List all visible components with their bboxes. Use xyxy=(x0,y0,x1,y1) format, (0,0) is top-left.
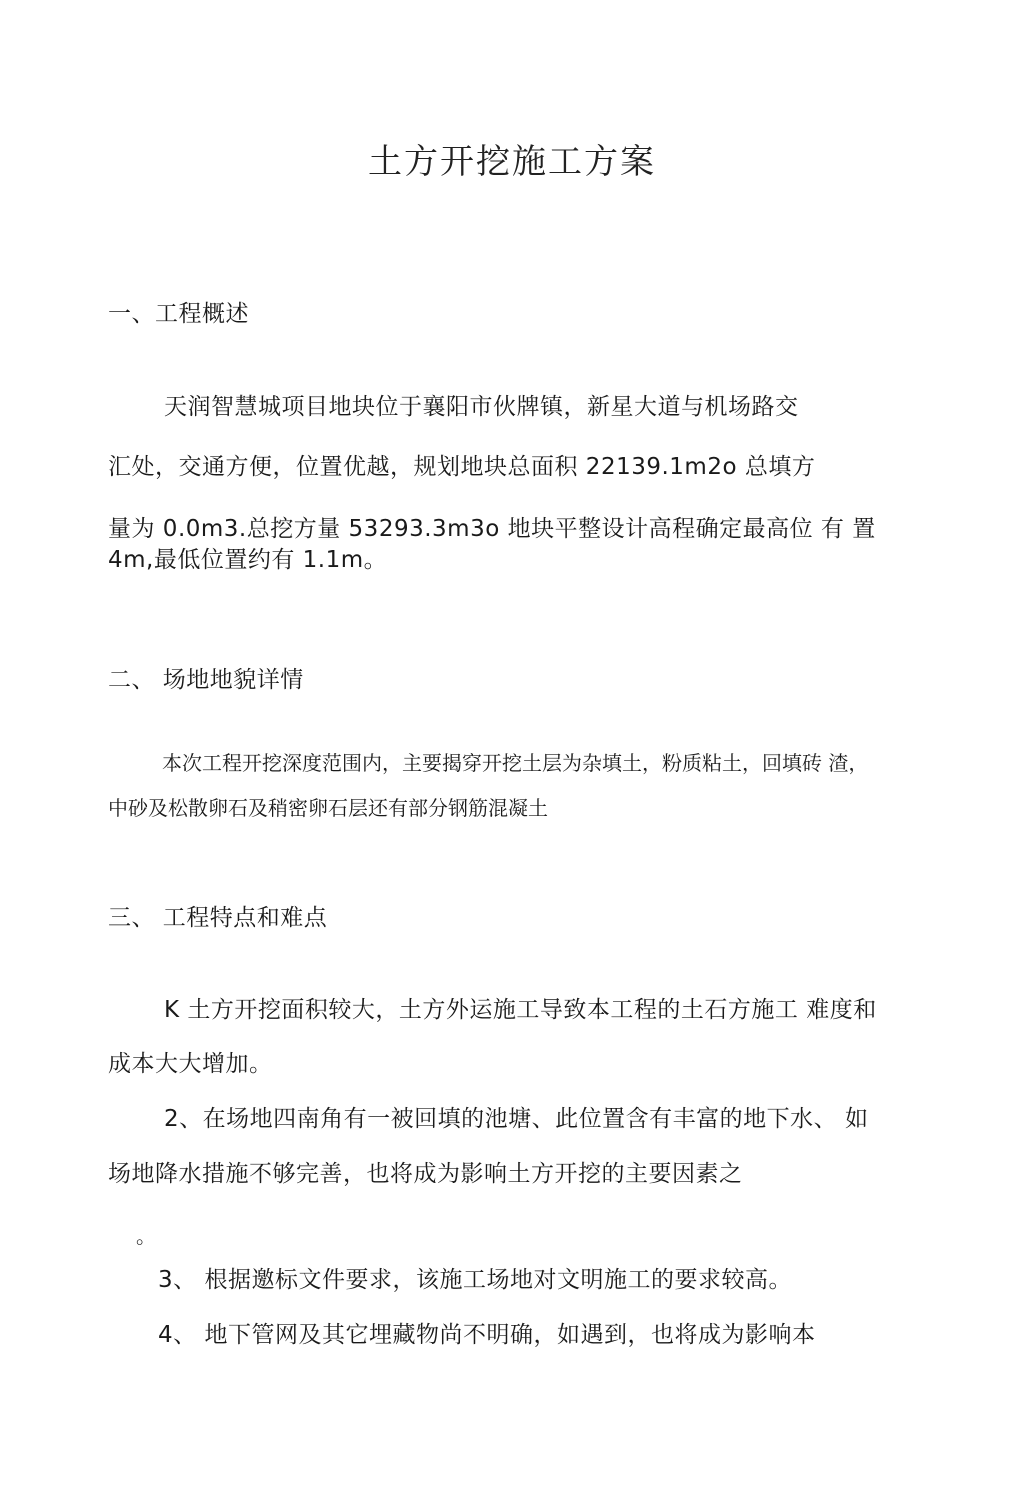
section-3-line-5: 。 xyxy=(136,1224,156,1248)
section-3-line-4: 场地降水措施不够完善，也将成为影响土方开挖的主要因素之 xyxy=(108,1161,743,1187)
section-3-line-7: 4、 地下管网及其它埋藏物尚不明确，如遇到，也将成为影响本 xyxy=(158,1322,816,1348)
section-3-line-1: K 土方开挖面积较大，土方外运施工导致本工程的土石方施工 难度和 xyxy=(164,997,877,1023)
section-1-heading: 一、工程概述 xyxy=(108,301,249,327)
section-3-line-6: 3、 根据邀标文件要求，该施工场地对文明施工的要求较高。 xyxy=(158,1267,792,1293)
section-2-line-1: 本次工程开挖深度范围内，主要揭穿开挖土层为杂填土，粉质粘土，回填砖 渣， xyxy=(162,751,869,775)
section-3-line-3: 2、在场地四南角有一被回填的池塘、此位置含有丰富的地下水、 如 xyxy=(164,1106,869,1132)
section-1-line-1: 天润智慧城项目地块位于襄阳市伙牌镇，新星大道与机场路交 xyxy=(164,394,799,420)
section-1-line-3: 量为 0.0m3.总挖方量 53293.3m3o 地块平整设计高程确定最高位 有 置 xyxy=(108,516,876,542)
section-3-line-2: 成本大大增加。 xyxy=(108,1051,273,1077)
section-2-heading: 二、 场地地貌详情 xyxy=(108,667,304,693)
section-1-line-2: 汇处，交通方便，位置优越，规划地块总面积 22139.1m2o 总填方 xyxy=(108,454,816,480)
section-3-heading: 三、 工程特点和难点 xyxy=(108,905,328,931)
section-2-line-2: 中砂及松散卵石及稍密卵石层还有部分钢筋混凝土 xyxy=(108,796,548,820)
section-1-line-4: 4m,最低位置约有 1.1m。 xyxy=(108,547,388,573)
document-title: 土方开挖施工方案 xyxy=(368,142,656,182)
